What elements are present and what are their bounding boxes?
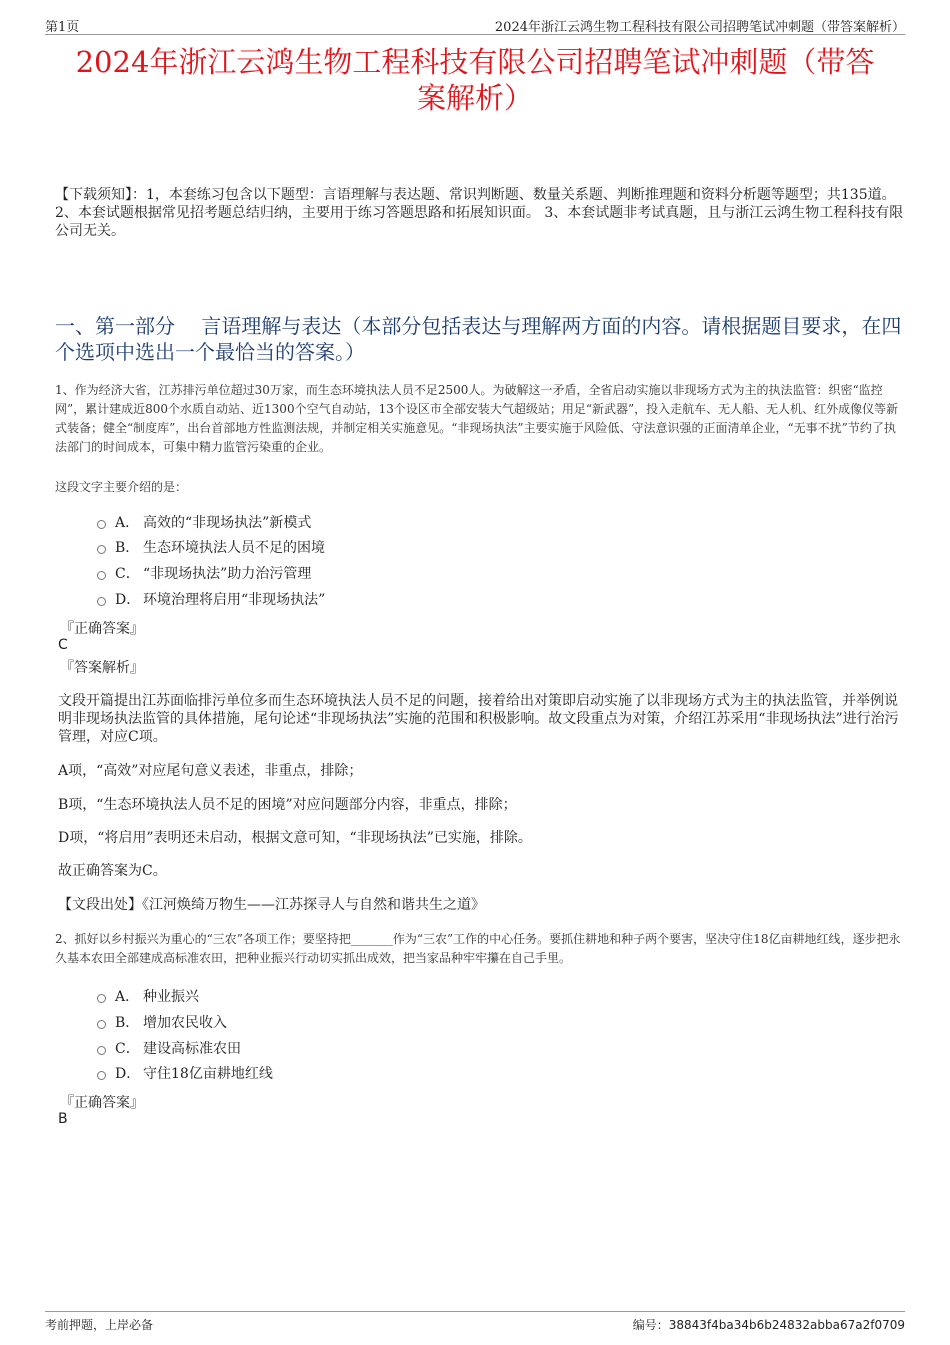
q1-analysis: 文段开篇提出江苏面临排污单位多而生态环境执法人员不足的问题，接着给出对策即启动实施了以非现场方式为主的执法监管，并举例说明非现场执法监管的具体措施，尾句论述“非现场执法”实施的范围和积极影响。故文段重点为对策，介绍江苏采用“非现场执法”进行治污管理，对应C项。 <box>58 693 899 745</box>
option-text: 生态环境执法人员不足的困境 <box>143 540 325 556</box>
q1-note-b: B项，“生态环境执法人员不足的困境”对应问题部分内容，非重点，排除； <box>58 797 517 813</box>
q2-option-d[interactable] <box>97 1063 273 1083</box>
q1-analysis-label: 『答案解析』 <box>60 660 144 676</box>
q2-option-a[interactable] <box>97 986 199 1006</box>
radio-icon[interactable] <box>97 571 106 580</box>
option-text: 环境治理将启用“非现场执法” <box>143 592 326 608</box>
question-2-text: 2、抓好以乡村振兴为重心的“三农”各项工作；要坚持把_______作为“三农”工作的中心任务。要抓住耕地和种子两个要害，坚决守住18亿亩耕地红线，逐步把永久基本农田全部建成高标准农田，把种业振兴行动切实抓出成效，把当家品种牢牢攥在自己手里。 <box>55 932 901 965</box>
title-line-1: 2024年浙江云鸿生物工程科技有限公司招聘笔试冲刺题（带答 <box>75 45 875 79</box>
option-text: 高效的“非现场执法”新模式 <box>143 515 312 531</box>
question-1-prompt: 这段文字主要介绍的是： <box>55 480 188 494</box>
q1-option-b[interactable] <box>97 537 325 557</box>
option-letter: B． <box>115 540 140 556</box>
page-header <box>45 14 905 35</box>
q2-answer-label: 『正确答案』 <box>60 1095 144 1111</box>
footer-code-label: 编号： <box>632 1318 669 1332</box>
question-1-text: 1、作为经济大省，江苏排污单位超过30万家，而生态环境执法人员不足2500人。为破解这一矛盾，全省启动实施以非现场方式为主的执法监管：织密“监控网”，累计建成近800个水质自动站、近1300个空气自动站，13个设区市全部安装大气超级站；用足“新武器”，投入走航车、无人船、无人机、红外成像仪等新式装备；健全“制度库”，出台首部地方性监测法规，并制定相关实施意见。“非现场执法”主要实施于风险低、守法意识强的正面清单企业，“无事不扰”节约了执法部门的时间成本，可集中精力监管污染重的企业。 <box>55 383 899 454</box>
q2-answer: B <box>58 1111 68 1127</box>
q1-conclusion: 故正确答案为C。 <box>58 863 167 879</box>
q1-note-d: D项，“将启用”表明还未启动，根据文意可知，“非现场执法”已实施，排除。 <box>58 830 532 846</box>
radio-icon[interactable] <box>97 1020 106 1029</box>
q1-answer: C <box>58 637 68 653</box>
q1-option-a[interactable] <box>97 512 311 532</box>
q1-note-a: A项，“高效”对应尾句意义表述，非重点，排除； <box>58 763 363 779</box>
option-letter: D． <box>115 592 141 608</box>
option-letter: A． <box>115 989 140 1005</box>
option-text: 种业振兴 <box>143 989 199 1005</box>
option-letter: C． <box>115 1041 140 1057</box>
page-number: 第1页 <box>45 20 80 35</box>
option-letter: A． <box>115 515 140 531</box>
title-line-2: 案解析） <box>416 81 533 115</box>
option-text: 守住18亿亩耕地红线 <box>143 1066 273 1082</box>
radio-icon[interactable] <box>97 597 106 606</box>
download-notice: 【下载须知】：1，本套练习包含以下题型：言语理解与表达题、常识判断题、数量关系题、判断推理题和资料分析题等题型；共135道。 2、本套试题根据常见招考题总结归纳，主要用于练习答题思路和拓展知识面。 3、本套试题非考试真题，且与浙江云鸿生物工程科技有限公司无关。 <box>55 187 904 239</box>
q1-option-d[interactable] <box>97 589 325 609</box>
radio-icon[interactable] <box>97 994 106 1003</box>
section-title: 一、第一部分 言语理解与表达（本部分包括表达与理解两方面的内容。请根据题目要求，在四个选项中选出一个最恰当的答案。） <box>55 314 902 364</box>
radio-icon[interactable] <box>97 520 106 529</box>
option-letter: D． <box>115 1066 141 1082</box>
document-title <box>40 44 910 116</box>
q1-option-c[interactable] <box>97 563 311 583</box>
q2-option-b[interactable] <box>97 1012 227 1032</box>
option-letter: C． <box>115 566 140 582</box>
footer-slogan: 考前押题，上岸必备 <box>45 1318 154 1332</box>
radio-icon[interactable] <box>97 545 106 554</box>
radio-icon[interactable] <box>97 1071 106 1080</box>
footer-code-value: 38843f4ba34b6b24832abba67a2f0709 <box>668 1318 905 1332</box>
option-text: “非现场执法”助力治污管理 <box>143 566 312 582</box>
footer-code <box>633 1316 905 1333</box>
option-text: 建设高标准农田 <box>143 1041 241 1057</box>
q2-option-c[interactable] <box>97 1038 241 1058</box>
option-text: 增加农民收入 <box>143 1015 227 1031</box>
header-doc-title: 2024年浙江云鸿生物工程科技有限公司招聘笔试冲刺题（带答案解析） <box>494 20 905 35</box>
option-letter: B． <box>115 1015 140 1031</box>
q1-source: 【文段出处】《江河焕绮万物生——江苏探寻人与自然和谐共生之道》 <box>58 897 485 913</box>
page-footer <box>45 1311 905 1334</box>
q1-answer-label: 『正确答案』 <box>60 621 144 637</box>
radio-icon[interactable] <box>97 1046 106 1055</box>
